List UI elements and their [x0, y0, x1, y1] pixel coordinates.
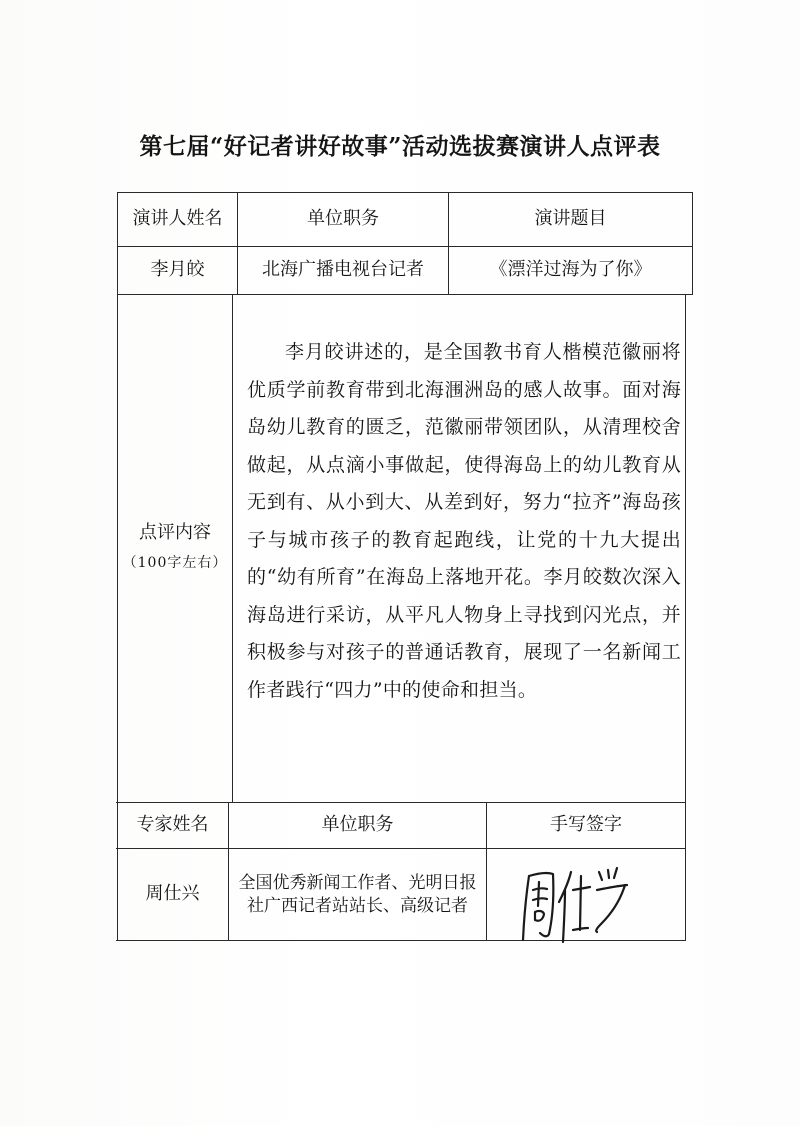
table-border-right-upper	[692, 192, 693, 294]
expert-unit-header: 单位职务	[321, 814, 394, 836]
table-border-right-lower	[685, 294, 686, 940]
form-title: 第七届“好记者讲好故事”活动选拔赛演讲人点评表	[139, 133, 661, 160]
speaker-topic-header: 演讲题目	[534, 208, 607, 230]
comment-length-note: （100字左右）	[122, 554, 228, 571]
expert-name: 周仕兴	[145, 883, 200, 905]
comment-text: 李月皎讲述的，是全国教书育人楷模范徽丽将优质学前教育带到北海涠洲岛的感人故事。面对海岛幼儿教育的匮乏，范徽丽带领团队，从清理校舍做起，从点滴小事做起，使得海岛上的幼儿教育从无到有、从小到大、从差到好，努力“拉齐”海岛孩子与城市孩子的教育起跑线，让党的十九大提出的“幼有所育”在海岛上落地开花。李月皎数次深入海岛进行采访，从平凡人物身上寻找到闪光点，并积极参与对孩子的普通话教育，展现了一名新闻工作者践行“四力”中的使命和担当。	[247, 341, 681, 701]
expert-name-header: 专家姓名	[136, 814, 209, 836]
signature-header: 手写签字	[550, 814, 622, 836]
table-rule-2	[117, 294, 693, 295]
speaker-unit-header: 单位职务	[307, 208, 379, 230]
table-col-rule-comment	[232, 294, 233, 802]
speaker-name: 李月皎	[150, 259, 205, 281]
handwritten-signature	[513, 858, 633, 948]
comment-label: 点评内容	[139, 521, 211, 543]
expert-unit: 全国优秀新闻工作者、光明日报社广西记者站站长、高级记者	[238, 872, 477, 916]
speaker-name-header: 演讲人姓名	[132, 208, 223, 230]
speaker-topic: 《漂洋过海为了你》	[489, 259, 652, 281]
speaker-unit: 北海广播电视台记者	[262, 259, 424, 281]
